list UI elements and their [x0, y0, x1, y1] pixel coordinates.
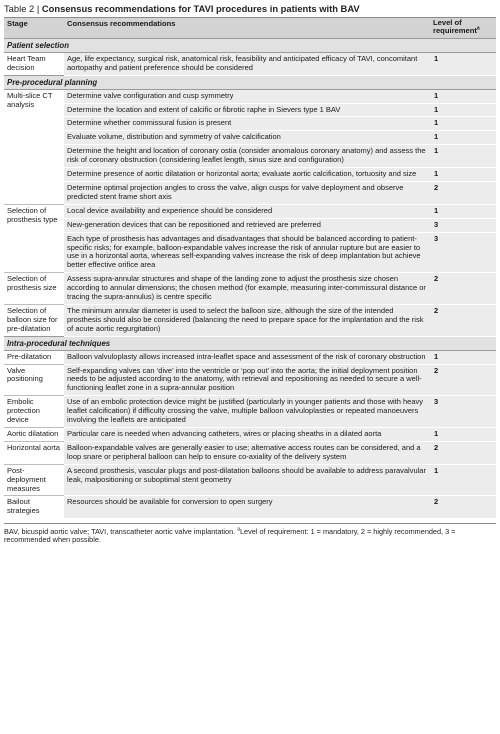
table-row [4, 232, 496, 273]
recommendation-cell: Assess supra-annular structures and shape of the landing zone to adjust the prosthesis size chosen according to annular dimensions; the chosen method (for example, measuring inter-commissural distance or tracing the supra-annulus) is centre specific [64, 273, 430, 305]
level-cell: 1 [430, 89, 496, 103]
level-cell: 1 [430, 204, 496, 218]
table-row [4, 273, 496, 305]
stage-cell: Aortic dilatation [4, 428, 64, 442]
level-cell: 1 [430, 52, 496, 75]
header-level-sup: a [476, 25, 480, 32]
section-pre-procedural: Pre-procedural planning [4, 75, 496, 89]
recommendation-cell: Self-expanding valves can ‘dive’ into the ventricle or ‘pop out’ into the aorta; the initial deployment position needs to be adjusted according to the anatomy, with retrieval and repositioning as needed to secure a well-functioning leaflet zone in a supra-annular position [64, 364, 430, 396]
table-row [4, 396, 496, 428]
table-row [4, 131, 496, 145]
header-level-line1: Level of [433, 18, 462, 27]
recommendation-cell: Determine optimal projection angles to cross the valve, align cusps for valve deployment and observe predicted stent frame short axis [64, 181, 430, 204]
level-cell: 3 [430, 396, 496, 428]
level-cell: 3 [430, 218, 496, 232]
header-stage: Stage [4, 18, 64, 38]
table-row [4, 204, 496, 218]
recommendation-cell: Local device availability and experience should be considered [64, 204, 430, 218]
recommendations-table [4, 18, 496, 519]
recommendation-cell: Balloon-expandable valves are generally easier to use; alternative access routes can be considered, and a loop snare or peripheral balloon can help to ensure co-axiality of the delivery system [64, 441, 430, 464]
stage-cell: Selection of prosthesis type [4, 204, 64, 272]
recommendation-cell: Particular care is needed when advancing catheters, wires or placing sheaths in a dilated aorta [64, 428, 430, 442]
section-patient-selection: Patient selection [4, 38, 496, 52]
recommendation-cell: Determine the location and extent of calcific or fibrotic raphe in Sievers type 1 BAV [64, 103, 430, 117]
level-cell: 1 [430, 131, 496, 145]
header-row [4, 18, 496, 38]
level-cell: 1 [430, 103, 496, 117]
level-cell: 1 [430, 428, 496, 442]
level-cell: 3 [430, 232, 496, 273]
recommendation-cell: Balloon valvuloplasty allows increased intra-leaflet space and assessment of the risk of coronary obstruction [64, 350, 430, 364]
table-row [4, 304, 496, 336]
table-number: Table 2 | [4, 3, 40, 14]
section-row [4, 75, 496, 89]
table-title: Consensus recommendations for TAVI procedures in patients with BAV [41, 3, 360, 14]
level-cell: 1 [430, 168, 496, 182]
recommendation-cell: Use of an embolic protection device might be justified (particularly in younger patients and those with heavy leaflet calcification) if difficulty crossing the valve, multiple balloon valvuloplasties or repeated manoeuvers involving the leaflets are anticipated [64, 396, 430, 428]
stage-cell: Horizontal aorta [4, 441, 64, 464]
stage-cell: Pre-dilatation [4, 350, 64, 364]
stage-cell: Selection of balloon size for pre-dilatation [4, 304, 64, 336]
level-cell: 2 [430, 364, 496, 396]
table-row [4, 364, 496, 396]
level-cell: 1 [430, 117, 496, 131]
level-cell: 2 [430, 181, 496, 204]
recommendation-cell: Determine the height and location of coronary ostia (consider anomalous coronary anatomy) and assess the risk of coronary obstruction (considering leaflet length, sinus size and configuration) [64, 145, 430, 168]
recommendation-cell: Evaluate volume, distribution and symmetry of valve calcification [64, 131, 430, 145]
level-cell: 1 [430, 145, 496, 168]
table-row [4, 145, 496, 168]
section-row [4, 336, 496, 350]
stage-cell: Embolic protection device [4, 396, 64, 428]
level-cell: 2 [430, 496, 496, 518]
stage-cell: Bailout strategies [4, 496, 64, 518]
table-row [4, 89, 496, 103]
level-cell: 2 [430, 304, 496, 336]
table-row [4, 441, 496, 464]
table-row [4, 464, 496, 496]
footnote-levels: Level of requirement: 1 = mandatory, 2 = highly recommended, 3 = recommended when possible. [4, 526, 456, 545]
level-cell: 2 [430, 441, 496, 464]
recommendation-cell: The minimum annular diameter is used to select the balloon size, although the size of the intended prosthesis should also be considered (balancing the need to prepare space for the implantation and the risk of acute aortic regurgitation) [64, 304, 430, 336]
recommendation-cell: Resources should be available for conversion to open surgery [64, 496, 430, 518]
recommendation-cell: Determine whether commissural fusion is present [64, 117, 430, 131]
stage-cell: Selection of prosthesis size [4, 273, 64, 305]
recommendation-cell: Age, life expectancy, surgical risk, anatomical risk, feasibility and anticipated efficacy of TAVI, concomitant aortopathy and patient preference should be considered [64, 52, 430, 75]
stage-cell: Post-deployment measures [4, 464, 64, 496]
level-cell: 1 [430, 350, 496, 364]
level-cell: 1 [430, 464, 496, 496]
header-recommendations: Consensus recommendations [64, 18, 430, 38]
footnote-abbreviations: BAV, bicuspid aortic valve; TAVI, transcatheter aortic valve implantation. [4, 526, 236, 536]
recommendation-cell: Determine presence of aortic dilatation or horizontal aorta; evaluate aortic calcification, tortuosity and size [64, 168, 430, 182]
table-row [4, 117, 496, 131]
section-row [4, 38, 496, 52]
header-level [430, 18, 496, 38]
table-row [4, 52, 496, 75]
table-row [4, 350, 496, 364]
footnote-sup: a [237, 526, 240, 533]
stage-cell: Valve positioning [4, 364, 64, 396]
stage-cell: Multi-slice CT analysis [4, 89, 64, 204]
recommendation-cell: Each type of prosthesis has advantages and disadvantages that should be balanced according to patient-specific risks; for example, balloon-expandable valves increase the risk of annular rupture but are easier to use in a horizontal aorta, whereas self-expanding valves increase the risk of deep implantation but achieve better effective orifice area [64, 232, 430, 273]
recommendation-cell: A second prosthesis, vascular plugs and post-dilatation balloons should be available to address paravalvular leak, malpositioning or suboptimal stent geometry [64, 464, 430, 496]
table-footnote [4, 523, 496, 545]
level-cell: 2 [430, 273, 496, 305]
table-row [4, 103, 496, 117]
table-row [4, 168, 496, 182]
stage-cell: Heart Team decision [4, 52, 64, 75]
table-row [4, 428, 496, 442]
table-row [4, 496, 496, 518]
table-caption [4, 3, 496, 15]
section-intra-procedural: Intra-procedural techniques [4, 336, 496, 350]
table-row [4, 181, 496, 204]
table-row [4, 218, 496, 232]
table-page [4, 3, 496, 545]
recommendation-cell: Determine valve configuration and cusp symmetry [64, 89, 430, 103]
recommendation-cell: New-generation devices that can be repositioned and retrieved are preferred [64, 218, 430, 232]
header-level-line2: requirement [433, 26, 477, 36]
